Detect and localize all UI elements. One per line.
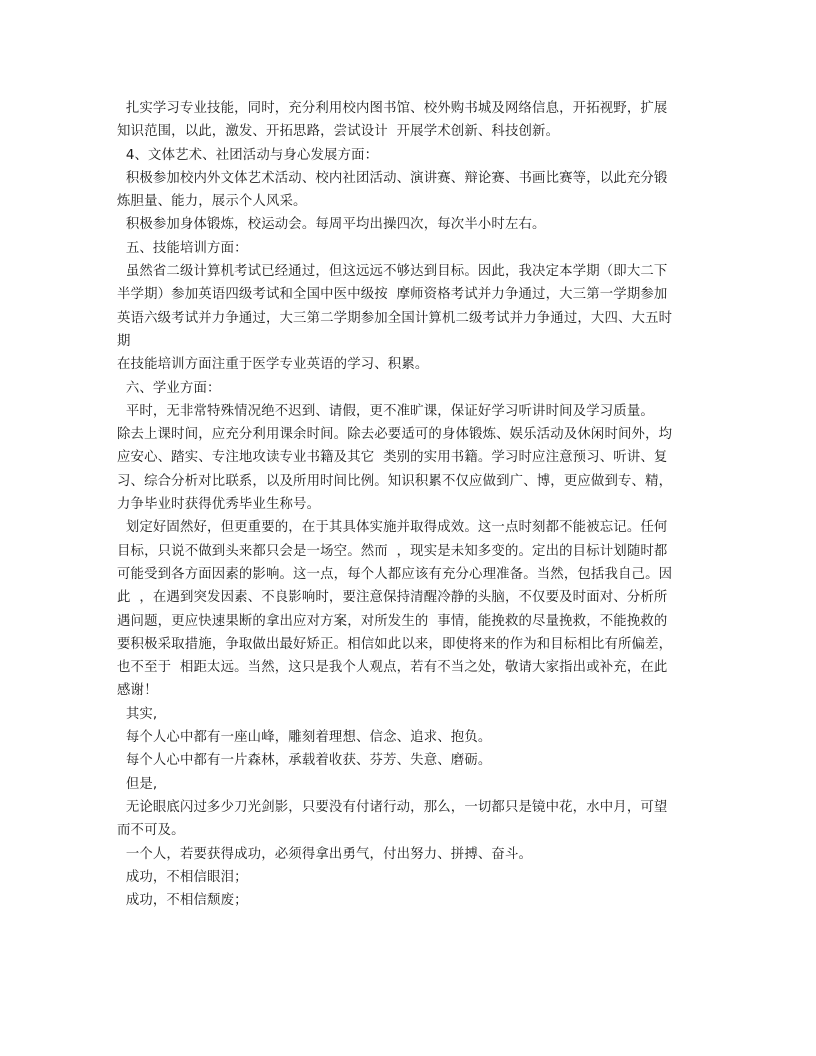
text-line: 积极参加身体锻炼，校运动会。每周平均出操四次，每次半小时左右。 <box>117 217 546 233</box>
text-line: 而不可及。 <box>117 823 185 839</box>
document-body <box>117 97 697 912</box>
text-line: 一个人，若要获得成功，必须得拿出勇气，付出努力、拼搏、奋斗。 <box>117 846 533 862</box>
text-line: 英语六级考试并力争通过，大三第二学期参加全国计算机二级考试并力争通过，大四、大五时 <box>117 310 673 326</box>
text-line: 力争毕业时获得优秀毕业生称号。 <box>117 497 321 513</box>
text-line: 在技能培训方面注重于医学专业英语的学习、积累。 <box>117 357 429 373</box>
text-line: 可能受到各方面因素的影响。这一点，每个人都应该有充分心理准备。当然，包括我自己。因 <box>117 566 673 582</box>
text-line: 期 <box>117 333 131 349</box>
text-line: 其实, <box>117 706 158 722</box>
section-heading: 六、学业方面： <box>117 380 221 396</box>
text-line: 扎实学习专业技能，同时，充分利用校内图书馆、校外购书城及网络信息，开拓视野，扩展 <box>117 101 668 116</box>
section-heading: 五、技能培训方面： <box>117 240 248 256</box>
text-line: 无论眼底闪过多少刀光剑影，只要没有付诸行动，那么，一切都只是镜中花，水中月，可望 <box>117 799 668 815</box>
text-line: 成功，不相信眼泪； <box>117 869 248 885</box>
text-line: 目标，只说不做到头来都只会是一场空。然而 ，现实是未知多变的。定出的目标计划随时都 <box>117 543 668 559</box>
text-line: 知识范围，以此，激发、开拓思路，尝试设计 开展学术创新、科技创新。 <box>117 124 560 140</box>
text-line: 遇问题，更应快速果断的拿出应对方案，对所发生的 事情，能挽救的尽量挽救，不能挽救的 <box>117 613 668 629</box>
text-line: 平时，无非常特殊情况绝不迟到、请假，更不准旷课，保证好学习听讲时间及学习质量。 <box>117 403 654 419</box>
text-line: 积极参加校内外文体艺术活动、校内社团活动、演讲赛、辩论赛、书画比赛等，以此充分锻 <box>117 170 668 186</box>
text-line: 要积极采取措施，争取做出最好矫正。相信如此以来，即使将来的作为和目标相比有所偏差， <box>117 636 673 652</box>
text-line: 每个人心中都有一座山峰，雕刻着理想、信念、追求、抱负。 <box>117 730 492 746</box>
text-line: 但是, <box>117 776 158 792</box>
text-line: 习、综合分析对比联系，以及所用时间比例。知识积累不仅应做到广、博，更应做到专、精， <box>117 473 673 489</box>
text-line: 成功，不相信颓废； <box>117 893 248 909</box>
text-line: 应安心、踏实、专注地攻读专业书籍及其它 类别的实用书籍。学习时应注意预习、听讲、复 <box>117 450 668 466</box>
section-heading: 4、文体艺术、社团活动与身心发展方面： <box>117 147 379 163</box>
text-line: 划定好固然好，但更重要的，在于其具体实施并取得成效。这一点时刻都不能被忘记。任何 <box>117 520 668 536</box>
text-line: 虽然省二级计算机考试已经通过，但这远远不够达到目标。因此，我决定本学期（即大二下 <box>117 264 668 280</box>
text-line: 炼胆量、能力，展示个人风采。 <box>117 194 307 210</box>
text-line: 半学期）参加英语四级考试和全国中医中级按 摩师资格考试并力争通过，大三第一学期参加 <box>117 287 668 303</box>
text-line: 每个人心中都有一片森林，承载着收获、芬芳、失意、磨砺。 <box>117 753 492 769</box>
text-line: 此 ，在遇到突发因素、不良影响时，要注意保持清醒冷静的头脑，不仅要及时面对、分析所 <box>117 590 668 606</box>
text-line: 也不至于 相距太远。当然，这只是我个人观点，若有不当之处，敬请大家指出或补充，在此 <box>117 660 668 676</box>
text-line: 除去上课时间，应充分利用课余时间。除去必要适可的身体锻炼、娱乐活动及休闲时间外，均 <box>117 427 673 443</box>
text-line: 感谢！ <box>117 683 158 699</box>
